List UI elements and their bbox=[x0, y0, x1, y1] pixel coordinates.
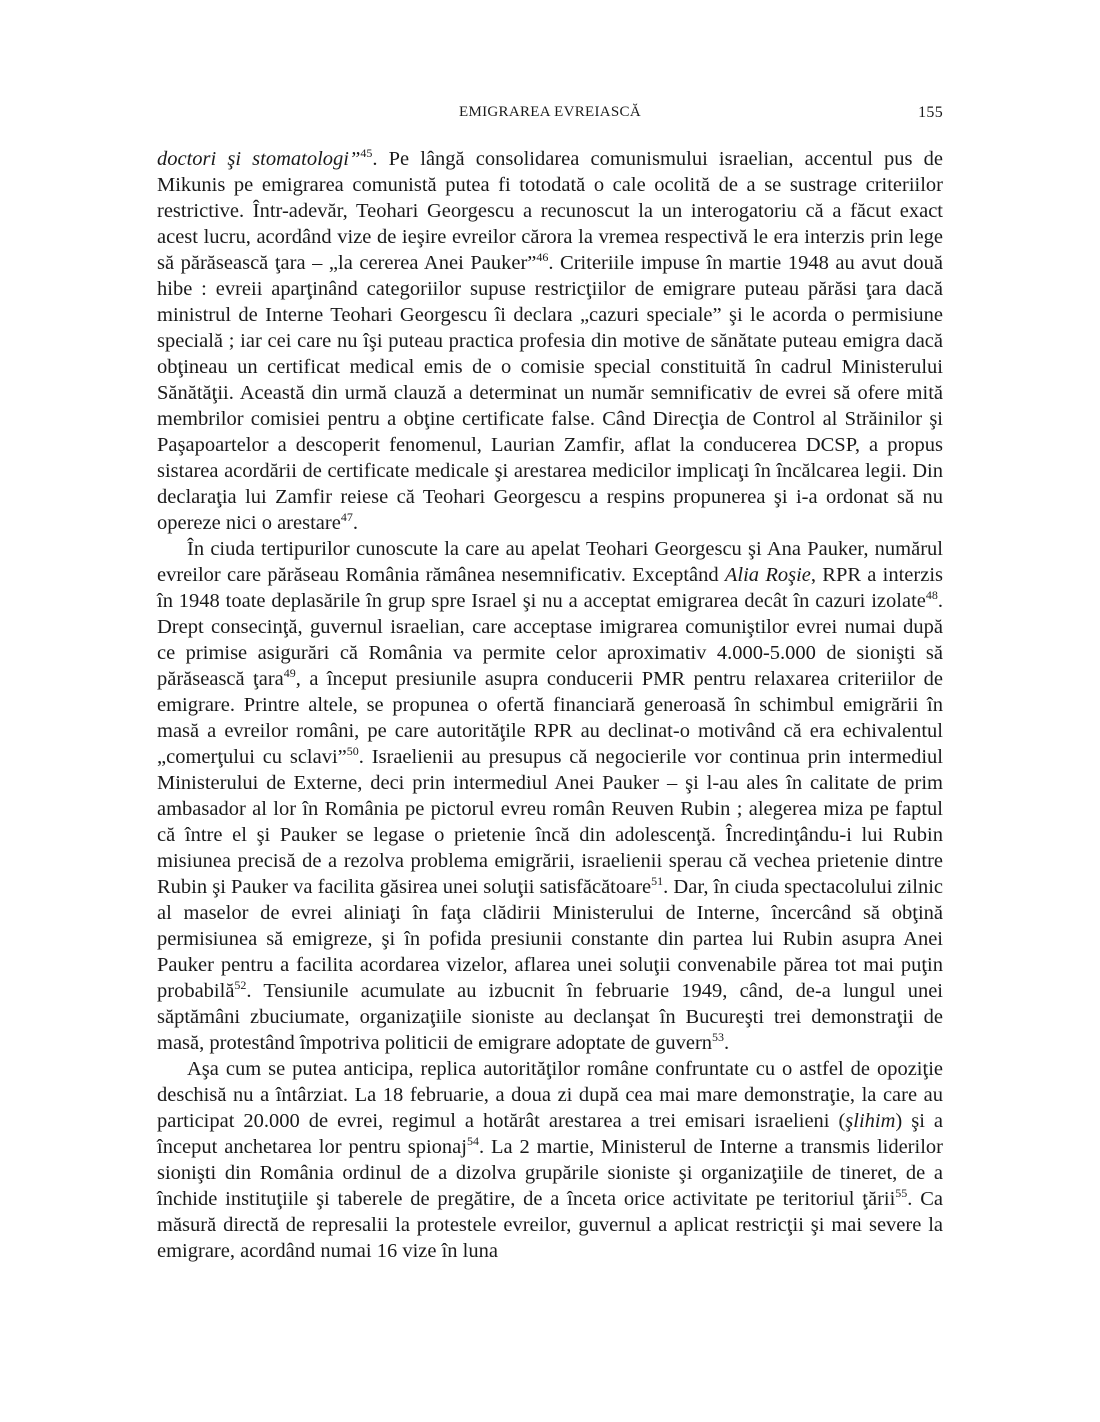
footnote-ref: 45 bbox=[360, 146, 373, 160]
text-run: . Tensiunile acumulate au izbucnit în februarie 1949, când, de-a lungul unei săptămâni zbuciumate, organizaţiile sioniste au declanşat în Bucureşti trei demonstraţii de masă, protestând împotriva politicii de emigrare adoptate de guvern bbox=[157, 980, 943, 1054]
text-run: . Dar, în ciuda spectacolului zilnic al maselor de evrei aliniaţi în faţa clădirii Ministerului de Interne, încercând să obţină permisiunea să emigreze, şi în pofida presiunii constante din partea lui Rubin asupra Anei Pauker pentru a facilita acordarea vizelor, aflarea unei soluţii convenabile părea tot mai puţin probabilă bbox=[157, 876, 943, 1002]
footnote-ref: 53 bbox=[712, 1030, 725, 1044]
italic-text: doctori şi stomatologi” bbox=[157, 148, 361, 170]
text-run: În ciuda tertipurilor cunoscute la care au apelat Teohari Georgescu şi Ana Pauker, numărul evreilor care părăseau România rămânea nesemnificativ. Exceptând bbox=[157, 538, 943, 586]
text-run: . Israelienii au presupus că negocierile vor continua prin intermediul Ministerului de Externe, deci prin intermediul Anei Pauker – şi l-au ales în calitate de prim ambasador al lor în România pe pictorul evreu român Reuven Rubin ; alegerea miza pe faptul că între el şi Pauker se legase o prietenie încă din adolescenţă. Încredinţându-i lui Rubin misiunea precisă de a rezolva problema emigrării, israelienii sperau că vechea prietenie dintre Rubin şi Pauker va facilita găsirea unei soluţii satisfăcătoare bbox=[157, 746, 944, 898]
footnote-ref: 54 bbox=[466, 1134, 479, 1148]
body-text bbox=[157, 146, 943, 1264]
text-run: ) şi a început anchetarea lor pentru spionaj bbox=[157, 1110, 943, 1158]
italic-text: şlihim bbox=[845, 1110, 896, 1132]
text-run: , a început presiunile asupra conducerii PMR pentru relaxarea criteriilor de emigrare. Printre altele, se propunea o ofertă financiară generoasă în schimbul emigrării în masă a evreilor români, pe care autorităţile RPR au declinat-o motivând că era echivalentul „comerţului cu sclavi” bbox=[157, 668, 943, 768]
footnote-ref: 52 bbox=[234, 978, 247, 992]
paragraph-3 bbox=[157, 1056, 943, 1264]
footnote-ref: 46 bbox=[536, 250, 549, 264]
footnote-ref: 48 bbox=[925, 588, 938, 602]
text-run: , RPR a interzis în 1948 toate deplasările în grup spre Israel şi nu a acceptat emigrarea decât în cazuri izolate bbox=[157, 564, 943, 612]
footnote-ref: 49 bbox=[283, 666, 296, 680]
text-run: . Criteriile impuse în martie 1948 au avut două hibe : evreii aparţinând categoriilor supuse restricţiilor de emigrare puteau părăsi ţara dacă ministrul de Interne Teohari Georgescu îi declara „cazuri speciale” şi le acorda o permisiune specială ; iar cei care nu îşi puteau practica profesia din motive de sănătate puteau emigra dacă obţineau un certificat medical emis de o comisie special constituită în cadrul Ministerului Sănătăţii. Această din urmă clauză a determinat un număr semnificativ de evrei să ofere mită membrilor comisiei pentru a obţine certificate false. Când Direcţia de Control al Străinilor şi Paşapoartelor a descoperit fenomenul, Laurian Zamfir, aflat la conducerea DCSP, a propus sistarea acordării de certificate medicale şi arestarea medicilor implicaţi în încălcarea legii. Din declaraţia lui Zamfir reiese că Teohari Georgescu a respins propunerea şi i-a ordonat să nu opereze nici o arestare bbox=[157, 252, 943, 534]
text-run: . Drept consecinţă, guvernul israelian, care acceptase imigrarea comuniştilor evrei numai după ce primise asigurări că România va permite celor aproximativ 4.000-5.000 de sionişti să părăsească ţara bbox=[157, 590, 943, 690]
text-run: . Pe lângă consolidarea comunismului israelian, accentul pus de Mikunis pe emigrarea comunistă putea fi totodată o cale ocolită de a se sustrage criteriilor restrictive. Într-adevăr, Teohari Georgescu a recunoscut la un interogatoriu că a făcut exact acest lucru, acordând vize de ieşire evreilor cărora la vremea respectivă le era interzis prin lege să părăsească ţara – „la cererea Anei Pauker” bbox=[157, 148, 944, 274]
text-run: . bbox=[724, 1032, 730, 1054]
running-title: EMIGRAREA EVREIASCĂ bbox=[459, 104, 641, 120]
footnote-ref: 55 bbox=[895, 1186, 908, 1200]
paragraph-2 bbox=[157, 536, 943, 1056]
italic-text: Alia Roşie bbox=[724, 564, 811, 586]
footnote-ref: 51 bbox=[651, 874, 664, 888]
text-run: . Ca măsură directă de represalii la protestele evreilor, guvernul a aplicat restricţii şi mai severe la emigrare, acordând numai 16 vize în luna bbox=[157, 1188, 943, 1262]
page-number: 155 bbox=[918, 104, 943, 121]
running-head bbox=[157, 104, 943, 126]
text-run: . La 2 martie, Ministerul de Interne a transmis liderilor sionişti din România ordinul de a dizolva grupările sioniste şi organizaţiile de tineret, de a închide instituţiile şi taberele de pregătire, de a înceta orice activitate pe teritoriul ţării bbox=[157, 1136, 943, 1210]
text-run: Aşa cum se putea anticipa, replica autorităţilor române confruntate cu o astfel de opoziţie deschisă nu a întârziat. La 18 februarie, a doua zi după cea mai mare demonstraţie, la care au participat 20.000 de evrei, regimul a hotărât arestarea a trei emisari israelieni ( bbox=[157, 1058, 943, 1132]
footnote-ref: 50 bbox=[346, 744, 359, 758]
paragraph-1 bbox=[157, 146, 943, 536]
footnote-ref: 47 bbox=[340, 510, 353, 524]
text-run: . bbox=[352, 512, 358, 534]
